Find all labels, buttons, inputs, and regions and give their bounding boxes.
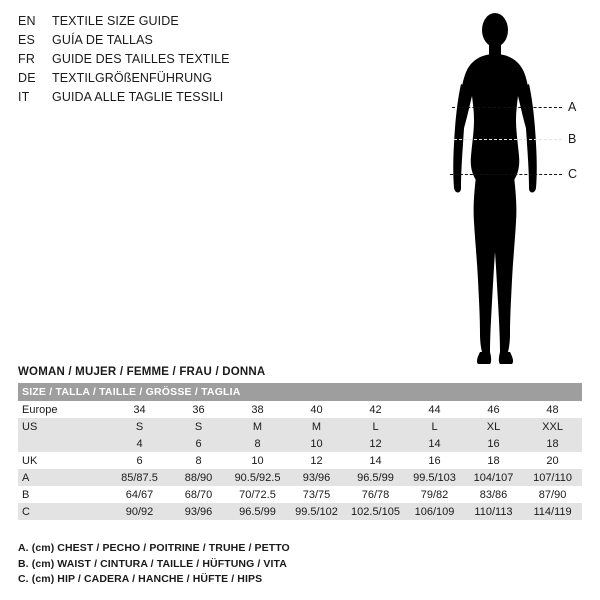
table-cell: L [405,418,464,435]
row-label: B [18,486,110,503]
table-cell: 87/90 [523,486,582,503]
table-row [18,452,582,469]
table-row [18,418,582,435]
measure-line-c [450,174,562,175]
table-cell: 102.5/105 [346,503,405,520]
table-cell: 83/86 [464,486,523,503]
table-cell: 6 [110,452,169,469]
table-cell: 90/92 [110,503,169,520]
table-cell: 104/107 [464,469,523,486]
table-cell: 20 [523,452,582,469]
table-cell: 14 [405,435,464,452]
measure-line-a [452,107,562,108]
measure-label-a: A [568,100,577,114]
table-cell: 68/70 [169,486,228,503]
table-row [18,435,582,452]
table-cell: M [228,418,287,435]
table-cell: 107/110 [523,469,582,486]
table-cell: 114/119 [523,503,582,520]
table-cell: 76/78 [346,486,405,503]
row-label: A [18,469,110,486]
table-cell: 96.5/99 [228,503,287,520]
table-cell: M [287,418,346,435]
language-row [18,90,348,109]
table-cell: S [169,418,228,435]
language-code: DE [18,71,36,85]
language-title: TEXTILE SIZE GUIDE [52,14,179,28]
measure-line-b [454,139,562,140]
table-cell: 16 [464,435,523,452]
table-cell: 70/72.5 [228,486,287,503]
table-cell: S [110,418,169,435]
row-label: UK [18,452,110,469]
language-row [18,33,348,52]
female-silhouette-icon [420,8,570,368]
language-code: ES [18,33,36,47]
table-cell: 8 [169,452,228,469]
table-cell: 14 [346,452,405,469]
table-cell: XL [464,418,523,435]
footnotes-block [18,541,578,588]
table-cell: 6 [169,435,228,452]
table-cell: 73/75 [287,486,346,503]
body-figure [400,8,590,368]
table-cell: 79/82 [405,486,464,503]
language-row [18,14,348,33]
table-cell: 40 [287,401,346,418]
size-table-container [18,383,582,520]
table-cell: 18 [464,452,523,469]
table-row [18,401,582,418]
language-title: TEXTILGRÖßENFÜHRUNG [52,71,213,85]
table-row [18,486,582,503]
table-cell: 16 [405,452,464,469]
table-cell: 38 [228,401,287,418]
row-label: Europe [18,401,110,418]
table-cell: XXL [523,418,582,435]
table-cell: 12 [346,435,405,452]
measure-label-c: C [568,167,578,181]
table-cell: 10 [287,435,346,452]
language-title-block [18,14,348,109]
table-cell: 99.5/103 [405,469,464,486]
table-cell: 99.5/102 [287,503,346,520]
footnote-b: B. (cm) WAIST / CINTURA / TAILLE / HÜFTUNG / VITA [18,557,287,570]
table-cell: 93/96 [169,503,228,520]
language-row [18,71,348,90]
table-header-row [18,383,582,401]
measure-label-b: B [568,132,577,146]
table-cell: 42 [346,401,405,418]
table-cell: 48 [523,401,582,418]
table-header-label: SIZE / TALLA / TAILLE / GRÖSSE / TAGLIA [18,383,582,401]
row-label: C [18,503,110,520]
table-cell: 12 [287,452,346,469]
table-cell: 110/113 [464,503,523,520]
section-title: WOMAN / MUJER / FEMME / FRAU / DONNA [18,366,266,378]
language-code: EN [18,14,36,28]
table-cell: 10 [228,452,287,469]
language-row [18,52,348,71]
table-cell: 46 [464,401,523,418]
footnote-a: A. (cm) CHEST / PECHO / POITRINE / TRUHE / PETTO [18,542,290,554]
table-cell: 85/87.5 [110,469,169,486]
language-title: GUIDA ALLE TAGLIE TESSILI [52,90,224,104]
language-code: FR [18,52,36,66]
table-cell: 4 [110,435,169,452]
table-cell: 44 [405,401,464,418]
table-cell: 34 [110,401,169,418]
table-cell: 90.5/92.5 [228,469,287,486]
table-cell: 96.5/99 [346,469,405,486]
table-cell: 88/90 [169,469,228,486]
table-cell: 106/109 [405,503,464,520]
row-label [18,435,110,452]
table-row [18,503,582,520]
table-cell: 18 [523,435,582,452]
footnote-c: C. (cm) HIP / CADERA / HANCHE / HÜFTE / HIPS [18,573,263,585]
size-table [18,383,582,520]
language-title: GUIDE DES TAILLES TEXTILE [52,52,230,66]
language-title: GUÍA DE TALLAS [52,33,153,47]
table-cell: L [346,418,405,435]
table-cell: 64/67 [110,486,169,503]
row-label: US [18,418,110,435]
table-cell: 93/96 [287,469,346,486]
table-cell: 36 [169,401,228,418]
table-cell: 8 [228,435,287,452]
language-code: IT [18,90,30,104]
table-row [18,469,582,486]
